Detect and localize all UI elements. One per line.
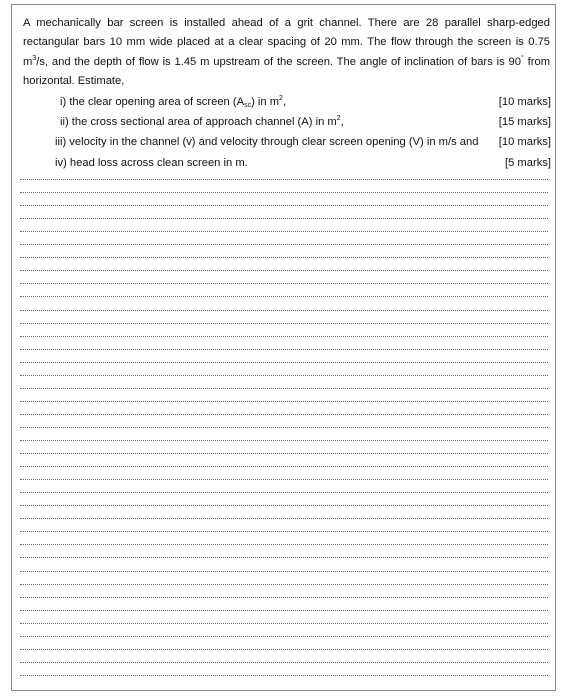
- answer-line: [20, 388, 548, 389]
- question-frame: [11, 4, 556, 691]
- answer-line: [20, 610, 548, 611]
- answer-line: [20, 179, 548, 180]
- answer-line: [20, 544, 548, 545]
- answer-line: [20, 453, 548, 454]
- question-intro: A mechanically bar screen is installed ahead of a grit channel. There are 28 parallel sharp-edged rectangular bars 10 mm wide placed at a clear spacing of 20 mm. The flow through the screen is: [23, 17, 550, 49]
- answer-line: [20, 466, 548, 467]
- answer-line: [20, 362, 548, 363]
- part-iii-marks: [10 marks]: [498, 136, 551, 149]
- part-ii: [23, 112, 551, 132]
- answer-line: [20, 218, 548, 219]
- answer-line: [20, 649, 548, 650]
- answer-line: [20, 518, 548, 519]
- answer-line: [20, 584, 548, 585]
- question-parts: [23, 92, 551, 173]
- answer-line: [20, 597, 548, 598]
- answer-line: [20, 349, 548, 350]
- answer-line: [20, 414, 548, 415]
- flow-exponent: 3: [32, 54, 37, 62]
- question-flow-rest: /s, and the depth of flow is 1.45 m upstream of the screen. The angle of inclination of bars is: [36, 55, 505, 68]
- answer-line: [20, 205, 548, 206]
- part-iii-text: iii) velocity in the channel (v) and velocity through clear screen opening (V) in m/s and: [55, 136, 479, 149]
- answer-line: [20, 323, 548, 324]
- answer-line: [20, 505, 548, 506]
- answer-line: [20, 283, 548, 284]
- answer-line: [20, 257, 548, 258]
- answer-line: [20, 401, 548, 402]
- answer-line: [20, 623, 548, 624]
- part-ii-text: ii) the cross sectional area of approach channel (A) in $m^2$,: [60, 115, 344, 129]
- answer-line: [20, 636, 548, 637]
- answer-line: [20, 192, 548, 193]
- angle-value: 90: [508, 55, 521, 68]
- part-iii: [23, 132, 551, 152]
- answer-line: [20, 571, 548, 572]
- answer-line: [20, 427, 548, 428]
- answer-line: [20, 557, 548, 558]
- answer-area[interactable]: [20, 179, 548, 679]
- answer-line: [20, 531, 548, 532]
- answer-line: [20, 479, 548, 480]
- flow-value: 0.75 m: [23, 36, 551, 68]
- answer-line: [20, 244, 548, 245]
- part-ii-marks: [15 marks]: [498, 116, 551, 129]
- answer-line: [20, 662, 548, 663]
- answer-line: [20, 310, 548, 311]
- part-iv: [23, 153, 551, 173]
- answer-line: [20, 675, 548, 676]
- degree-mark: °: [520, 54, 524, 62]
- answer-line: [20, 296, 548, 297]
- part-iv-marks: [5 marks]: [504, 156, 551, 169]
- part-i-text: i) the clear opening area of screen $(A_{sc})$ in $m^2$,: [60, 95, 287, 109]
- answer-line: [20, 270, 548, 271]
- answer-line: [20, 375, 548, 376]
- question-text: [23, 14, 550, 92]
- part-i: [23, 92, 551, 112]
- answer-line: [20, 231, 548, 232]
- answer-line: [20, 440, 548, 441]
- question-estimate: from horizontal. Estimate,: [23, 55, 551, 88]
- part-i-marks: [10 marks]: [498, 96, 551, 108]
- answer-line: [20, 492, 548, 493]
- answer-line: [20, 336, 548, 337]
- part-iv-text: iv) head loss across clean screen in m.: [55, 156, 248, 169]
